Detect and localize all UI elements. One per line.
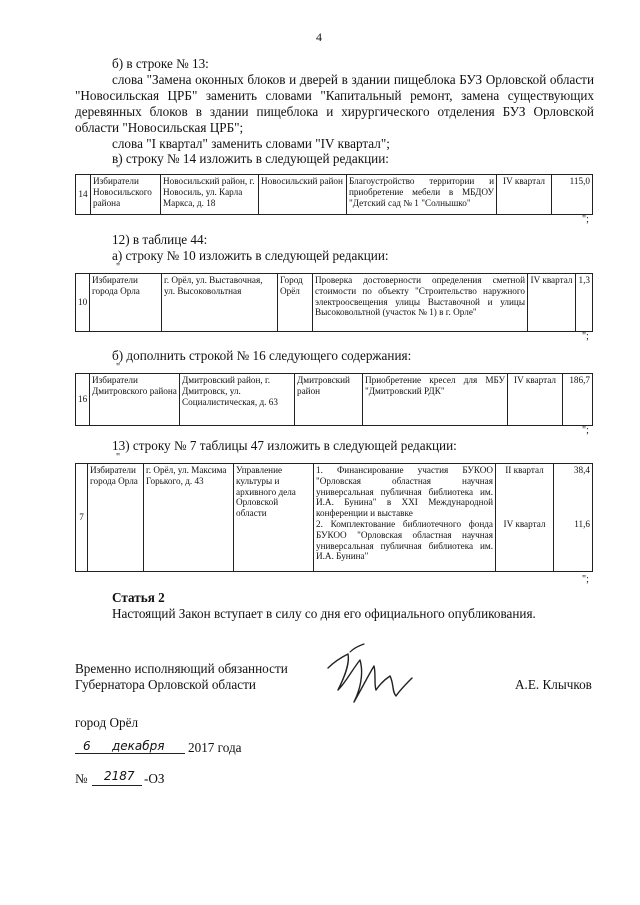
voters-cell: Избиратели города Орла (90, 274, 162, 332)
purpose-cell (314, 464, 496, 572)
close-quote-mark: "; (582, 425, 589, 436)
date-year: 2017 года (188, 740, 242, 755)
amount-cell: 115,0 (552, 175, 593, 215)
close-quote-mark: "; (582, 574, 589, 585)
law-number-prefix: № (75, 771, 88, 786)
address-cell: Дмитровский район, г. Дмитровск, ул. Социалистическая, д. 63 (180, 374, 295, 426)
quarter-1: II квартал (505, 465, 544, 475)
quarter-cell: IV квартал (528, 274, 576, 332)
address-cell: г. Орёл, ул. Выставочная, ул. Высоковольтная (162, 274, 278, 332)
open-quote-mark: " (116, 164, 121, 175)
article-2-text: Настоящий Закон вступает в силу со дня его официального опубликования. (112, 606, 536, 621)
item-12-heading: 12) в таблице 44: (112, 232, 208, 247)
section-b-para1-line2: "Новосильская ЦРБ" заменить словами "Капитальный ремонт, замена существующих (75, 88, 594, 103)
amount-1: 38,4 (573, 465, 590, 475)
table-row-14 (75, 174, 593, 215)
row-number: 7 (76, 464, 88, 572)
recipient-cell: Город Орёл (278, 274, 313, 332)
table-row-7 (75, 463, 593, 572)
address-cell: г. Орёл, ул. Максима Горького, д. 43 (144, 464, 234, 572)
handwritten-signature (320, 640, 420, 710)
purpose-cell: Благоустройство территории и приобретение мебели в МБДОУ "Детский сад № 1 "Солнышко" (347, 175, 497, 215)
close-quote-mark: "; (582, 331, 589, 342)
row-number: 16 (76, 374, 90, 426)
section-b-heading: б) в строке № 13: (112, 56, 209, 71)
voters-cell: Избиратели Новосильского района (91, 175, 161, 215)
recipient-cell: Новосильский район (259, 175, 347, 215)
place-of-signing: город Орёл (75, 715, 139, 730)
amount-cell (554, 464, 593, 572)
law-number-value: 2187 (104, 769, 135, 783)
row-number: 10 (76, 274, 90, 332)
item-12b-heading: б) дополнить строкой № 16 следующего содержания: (112, 348, 412, 363)
quarter-2: IV квартал (503, 518, 546, 529)
open-quote-mark: " (116, 262, 121, 273)
voters-cell: Избиратели города Орла (88, 464, 144, 572)
law-number-underline (92, 785, 142, 786)
recipient-cell: Дмитровский район (295, 374, 363, 426)
date-month: декабря (112, 739, 165, 753)
voters-cell: Избиратели Дмитровского района (90, 374, 180, 426)
section-b-para2: слова "I квартал" заменить словами "IV квартал"; (112, 136, 390, 151)
table-row-10 (75, 273, 593, 332)
page-number: 4 (316, 30, 322, 44)
amount-2: 11,6 (574, 518, 590, 529)
section-b-para1-line3: деревянных блоков в здании пищеблока и хирургического отделения БУЗ Орловской (75, 104, 594, 119)
item-12a-heading: а) строку № 10 изложить в следующей редакции: (112, 248, 389, 263)
close-quote-mark: "; (582, 214, 589, 225)
date-day: 6 (83, 739, 91, 753)
recipient-cell: Управление культуры и архивного дела Орловской области (234, 464, 314, 572)
quarter-cell: IV квартал (508, 374, 563, 426)
purpose-cell: Проверка достоверности определения сметной стоимости по объекту "Строительство наружного электроосвещения улицы Выставочной и улицы Высоковольтной (участок № 1) в г. Орле" (313, 274, 528, 332)
article-2-title: Статья 2 (112, 590, 165, 605)
law-number-suffix: -ОЗ (144, 771, 165, 786)
open-quote-mark: " (116, 362, 121, 373)
purpose-cell: Приобретение кресел для МБУ "Дмитровский РДК" (363, 374, 508, 426)
open-quote-mark: " (116, 452, 121, 463)
section-b-para1-line1: слова "Замена оконных блоков и дверей в здании пищеблока БУЗ Орловской области (112, 72, 594, 87)
amount-cell: 186,7 (563, 374, 593, 426)
quarter-cell (496, 464, 554, 572)
purpose-item-2: 2. Комплектование библиотечного фонда БУКОО "Орловская областная научная универсальная публичная библиотека им. И.А. Бунина" (316, 518, 493, 562)
row-number: 14 (76, 175, 91, 215)
item-13-heading: 13) строку № 7 таблицы 47 изложить в следующей редакции: (112, 438, 457, 453)
signatory-name: А.Е. Клычков (515, 677, 592, 692)
address-cell: Новосильский район, г. Новосиль, ул. Карла Маркса, д. 18 (161, 175, 259, 215)
signatory-title-line2: Губернатора Орловской области (75, 677, 256, 692)
amount-cell: 1,3 (576, 274, 593, 332)
table-row-16 (75, 373, 593, 426)
section-b-para1-line4: области "Новосильская ЦРБ"; (75, 120, 244, 135)
section-c-heading: в) строку № 14 изложить в следующей редакции: (112, 151, 389, 166)
purpose-item-1: 1. Финансирование участия БУКОО "Орловская областная научная универсальная публичная библиотека им. И.А. Бунина" в XXI Международной конференции и выставке (316, 465, 493, 519)
quarter-cell: IV квартал (497, 175, 552, 215)
signatory-title-line1: Временно исполняющий обязанности (75, 661, 288, 676)
